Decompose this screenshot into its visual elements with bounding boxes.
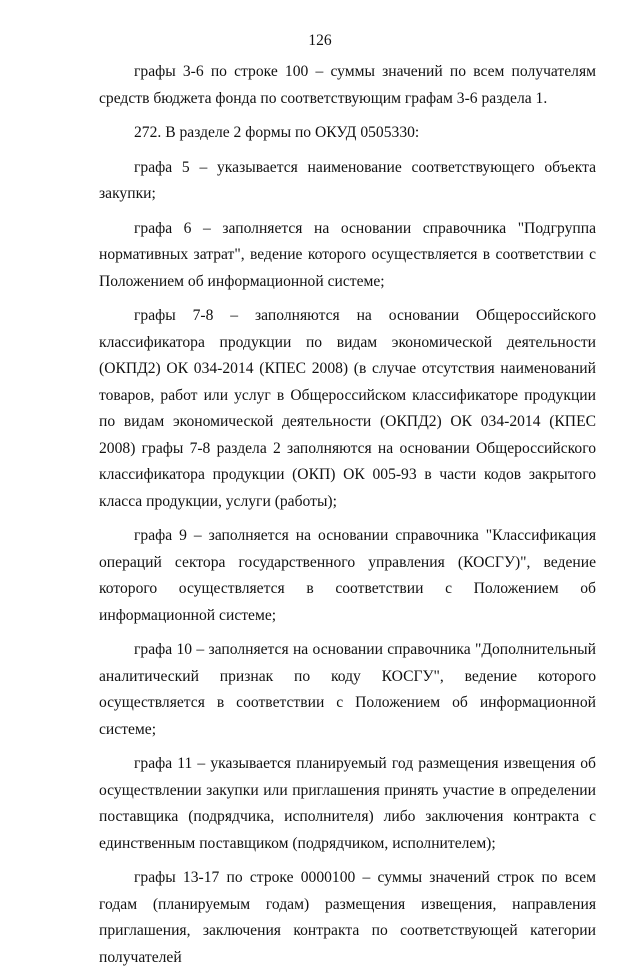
document-body	[99, 59, 596, 971]
paragraph-4: графа 6 – заполняется на основании справочника "Подгруппа нормативных затрат", ведение которого осуществляется в соответствии с Положением об информационной системе;	[99, 219, 596, 290]
paragraph-6: графа 9 – заполняется на основании справочника "Классификация операций сектора государственного управления (КОСГУ)", ведение которого осуществляется в соответствии с Положением об информационной системе;	[99, 527, 596, 624]
paragraph-8: графа 11 – указывается планируемый год размещения извещения об осуществлении закупки или приглашения принять участие в определении поставщика (подрядчика, исполнителя) либо заключения контракта с единственным поставщиком (подрядчиком, исполнителем);	[99, 755, 596, 852]
paragraph-5: графы 7-8 – заполняются на основании Общероссийского классификатора продукции по видам экономической деятельности (ОКПД2) ОК 034-2014 (КПЕС 2008) (в случае отсутствия наименований товаров, работ или услуг в Общероссийском классификаторе продукции по видам экономической деятельности (ОКПД2) ОК 034-2014 (КПЕС 2008) графы 7-8 раздела 2 заполняются на основании Общероссийского классификатора продукции (ОКП) ОК 005-93 в части кодов закрытого класса продукции, услуги (работы);	[99, 307, 596, 510]
paragraph-9: графы 13-17 по строке 0000100 – суммы значений строк по всем годам (планируемым годам) размещения извещения, направления приглашения, заключения контракта по соответствующей категории получателей	[99, 869, 596, 966]
paragraph-7: графа 10 – заполняется на основании справочника "Дополнительный аналитический признак по коду КОСГУ", ведение которого осуществляется в соответствии с Положением об информационной системе;	[99, 641, 596, 738]
paragraph-3: графа 5 – указывается наименование соответствующего объекта закупки;	[99, 158, 596, 202]
paragraph-1: графы 3-6 по строке 100 – суммы значений по всем получателям средств бюджета фонда по соответствующим графам 3-6 раздела 1.	[99, 63, 596, 107]
page-number: 126	[308, 32, 332, 49]
paragraph-2: 272. В разделе 2 формы по ОКУД 0505330:	[134, 124, 420, 141]
